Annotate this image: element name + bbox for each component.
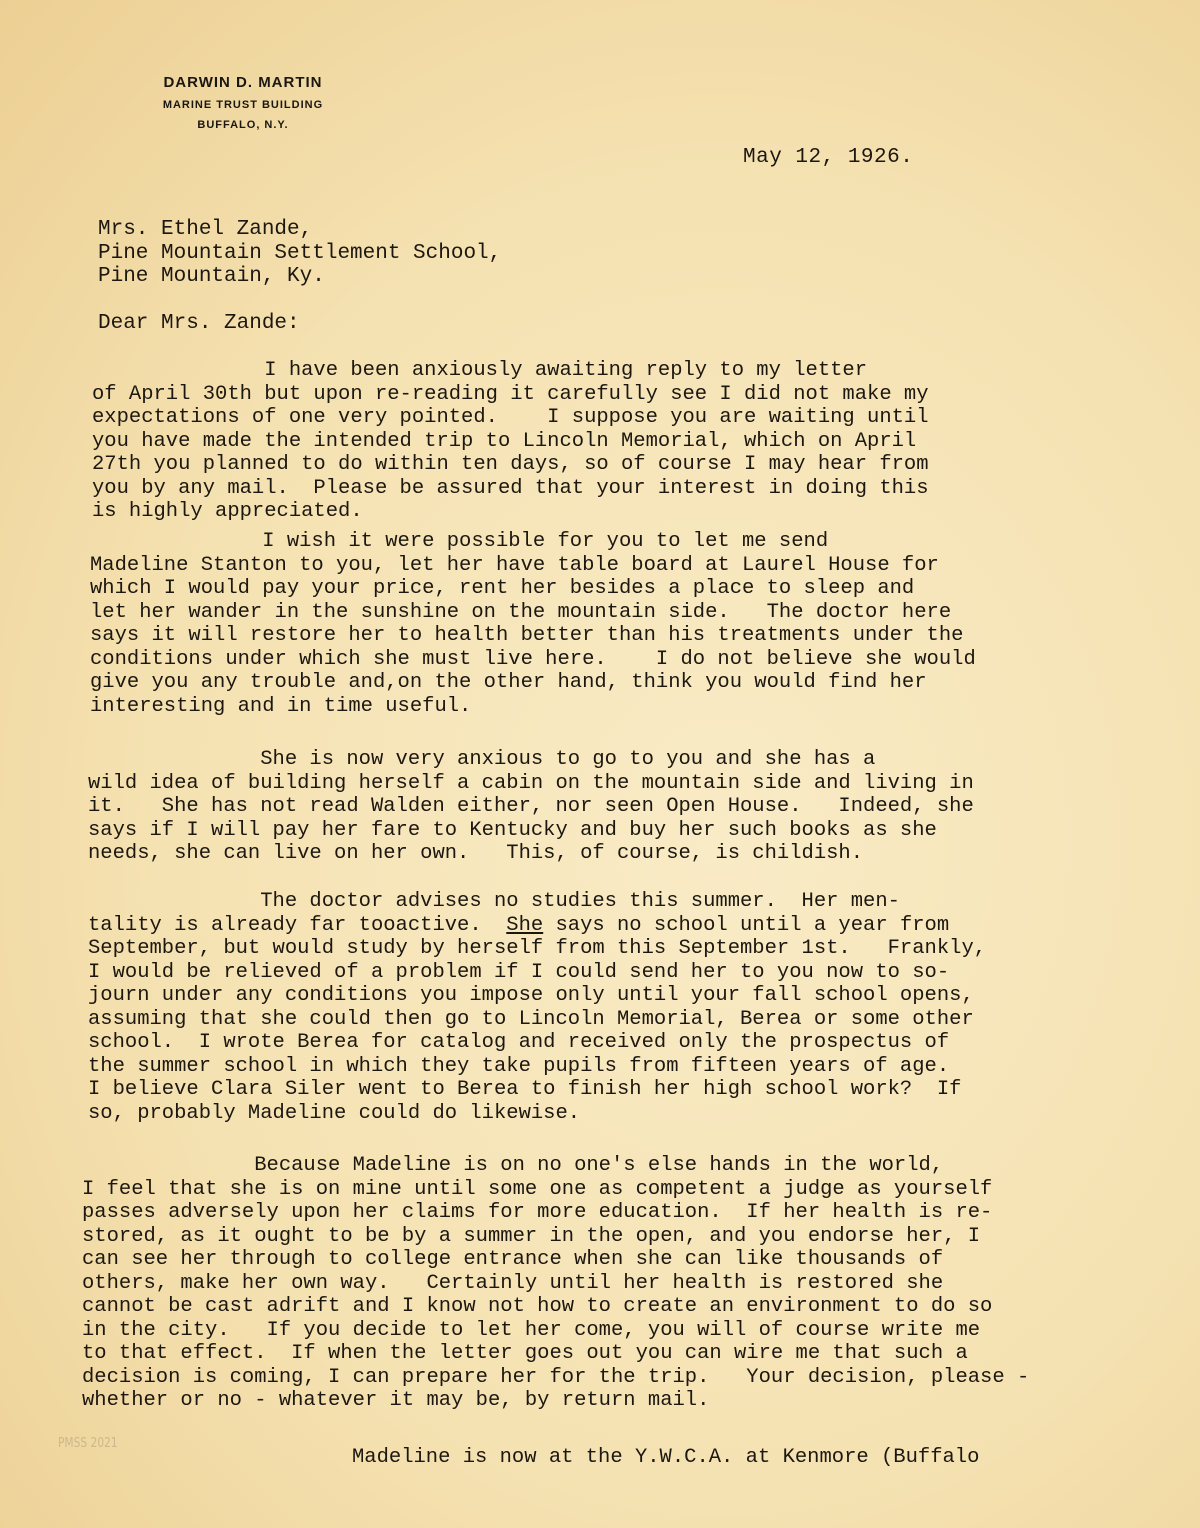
paragraph-line: it. She has not read Walden either, nor seen Open House. Indeed, she [88, 795, 974, 818]
archive-watermark: PMSS 2021 [58, 1436, 118, 1451]
paragraph-line: Because Madeline is on no one's else hands in the world, [82, 1154, 944, 1177]
paragraph-line: of April 30th but upon re-reading it carefully see I did not make my [92, 382, 929, 406]
paragraph-6 [352, 1446, 979, 1470]
paragraph-line: decision is coming, I can prepare her for the trip. Your decision, please - [82, 1365, 1030, 1389]
paragraph-line: assuming that she could then go to Lincoln Memorial, Berea or some other [88, 1007, 974, 1031]
line-text-before: tality is already far tooactive. [88, 913, 507, 937]
paragraph-line: says it will restore her to health better than his treatments under the [90, 624, 964, 647]
paragraph-line: The doctor advises no studies this summer. Her men- [88, 890, 900, 913]
paragraph-5 [82, 1154, 1029, 1413]
paragraph-line: says if I will pay her fare to Kentucky and buy her such books as she [88, 818, 937, 842]
underlined-word: She [506, 913, 544, 937]
paragraph-line: September, but would study by herself from this September 1st. Frankly, [88, 937, 987, 960]
paragraph-line: the summer school in which they take pupils from fifteen years of age. [88, 1054, 950, 1078]
salutation: Dear Mrs. Zande: [98, 312, 300, 335]
paragraph-3 [88, 748, 974, 866]
paragraph-line: I would be relieved of a problem if I could send her to you now to so- [88, 960, 950, 984]
paragraph-line: Madeline Stanton to you, let her have table board at Laurel House for [90, 553, 939, 577]
recipient-address [98, 218, 501, 289]
paragraph-1 [92, 359, 929, 524]
paragraph-line: whether or no - whatever it may be, by return mail. [82, 1389, 710, 1412]
paragraph-line: journ under any conditions you impose only until your fall school opens, [88, 984, 974, 1007]
paragraph-line: cannot be cast adrift and I know not how to create an environment to do so [82, 1295, 993, 1318]
letterhead-city: BUFFALO, N.Y. [197, 119, 289, 131]
paragraph-line: I wish it were possible for you to let me send [90, 530, 829, 553]
paragraph-line: let her wander in the sunshine on the mountain side. The doctor here [90, 600, 952, 624]
letter-date: May 12, 1926. [743, 146, 914, 169]
paragraph-line: I have been anxiously awaiting reply to my letter [92, 359, 868, 382]
letterhead-building: MARINE TRUST BUILDING [162, 99, 324, 111]
paragraph-line: school. I wrote Berea for catalog and received only the prospectus of [88, 1031, 950, 1054]
line-text-after: says no school until a year from [543, 913, 950, 937]
paragraph-2 [90, 530, 976, 718]
paragraph-line: is highly appreciated. [92, 500, 363, 523]
paragraph-line: in the city. If you decide to let her come, you will of course write me [82, 1318, 981, 1342]
paragraph-line: interesting and in time useful. [90, 694, 472, 718]
paragraph-line: wild idea of building herself a cabin on the mountain side and living in [88, 771, 974, 795]
paragraph-line: you have made the intended trip to Lincoln Memorial, which on April [92, 429, 917, 453]
paragraph-line: I believe Clara Siler went to Berea to finish her high school work? If [88, 1078, 962, 1101]
recipient-location: Pine Mountain, Ky. [98, 265, 325, 288]
recipient-name: Mrs. Ethel Zande, [98, 218, 313, 241]
paragraph-line: so, probably Madeline could do likewise. [88, 1101, 581, 1125]
paragraph-line: expectations of one very pointed. I suppose you are waiting until [92, 406, 929, 429]
letterhead [138, 74, 348, 139]
paragraph-line: others, make her own way. Certainly until her health is restored she [82, 1271, 944, 1295]
paragraph-line: conditions under which she must live here. I do not believe she would [90, 647, 976, 671]
letterhead-name: DARWIN D. MARTIN [163, 74, 323, 91]
paragraph-line: which I would pay your price, rent her besides a place to sleep and [90, 577, 915, 600]
paragraph-line: to that effect. If when the letter goes out you can wire me that such a [82, 1342, 968, 1365]
paragraph-line: Madeline is now at the Y.W.C.A. at Kenmore (Buffalo [352, 1446, 980, 1469]
paragraph-line: She is now very anxious to go to you and she has a [88, 748, 876, 771]
paragraph-line: passes adversely upon her claims for more education. If her health is re- [82, 1201, 993, 1224]
paragraph-line: 27th you planned to do within ten days, so of course I may hear from [92, 453, 929, 476]
paragraph-line-underlined [88, 914, 986, 938]
paragraph-line: I feel that she is on mine until some one as competent a judge as yourself [82, 1177, 993, 1201]
paragraph-line: give you any trouble and,on the other hand, think you would find her [90, 671, 927, 694]
paragraph-line: needs, she can live on her own. This, of course, is childish. [88, 842, 864, 865]
paragraph-line: stored, as it ought to be by a summer in the open, and you endorse her, I [82, 1224, 981, 1248]
recipient-organization: Pine Mountain Settlement School, [98, 241, 502, 265]
paragraph-line: you by any mail. Please be assured that your interest in doing this [92, 476, 929, 500]
paragraph-line: can see her through to college entrance when she can like thousands of [82, 1248, 944, 1271]
paragraph-4 [88, 890, 986, 1125]
